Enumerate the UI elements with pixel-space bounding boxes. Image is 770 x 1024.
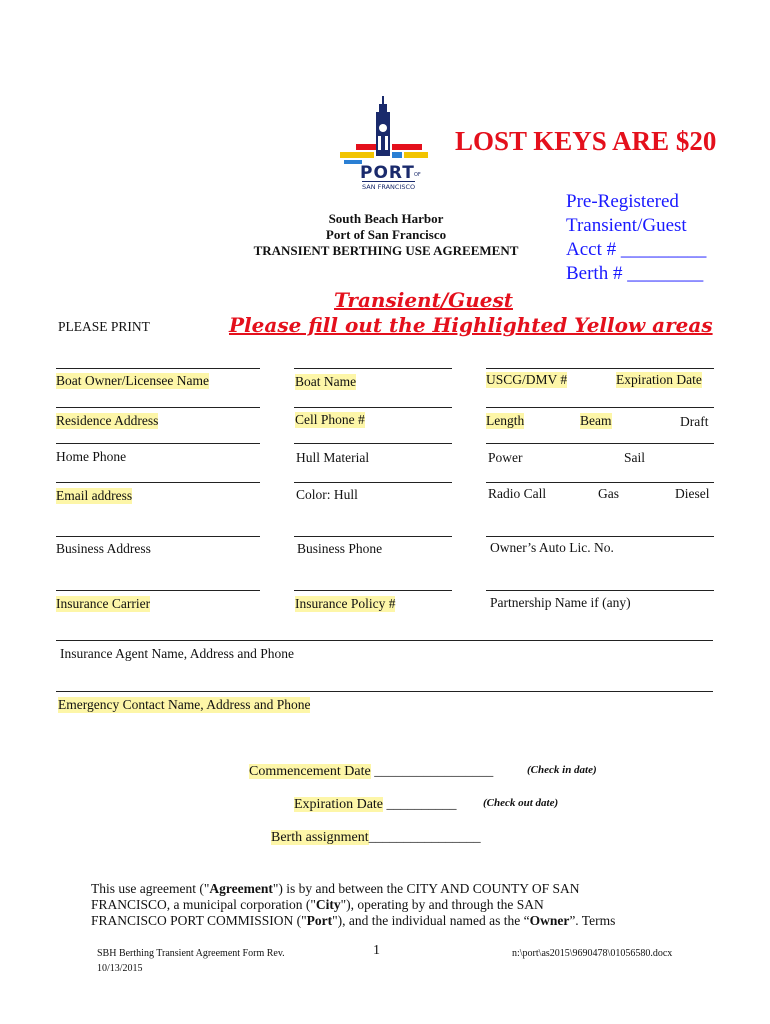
owner-term: Owner [529,913,570,928]
check-in-note: (Check in date) [527,764,597,776]
draft-field[interactable]: Draft [680,414,709,429]
gas-field[interactable]: Gas [598,486,619,501]
expiration-date-label: Expiration Date [294,797,384,812]
commencement-date-label: Commencement Date [249,764,371,779]
logo-city: SAN FRANCISCO [362,183,416,191]
agreement-term: Agreement [209,881,273,896]
footer-file-path: n:\port\as2015\9690478\01056580.docx [512,948,673,959]
diesel-field[interactable]: Diesel [675,486,710,501]
check-out-note: (Check out date) [483,797,559,809]
acct-field[interactable]: Acct # _________ [566,239,707,260]
logo-of: OF [414,172,421,178]
prereg-line-2: Transient/Guest [566,215,687,236]
business-address-field[interactable]: Business Address [56,541,151,556]
city-term: City [315,897,341,912]
lost-keys-banner: LOST KEYS ARE $20 [455,126,717,156]
please-print: PLEASE PRINT [58,319,150,334]
email-field[interactable]: Email address [56,488,133,503]
insurance-agent-field[interactable]: Insurance Agent Name, Address and Phone [60,646,294,661]
header-line-2: Port of San Francisco [325,227,447,242]
power-field[interactable]: Power [488,450,523,465]
beam-field[interactable]: Beam [580,413,612,428]
cell-phone-field[interactable]: Cell Phone # [295,412,365,427]
insurance-policy-field[interactable]: Insurance Policy # [295,596,396,611]
expiration-date-input[interactable]: __________ [386,797,457,812]
prereg-line-1: Pre-Registered [566,191,679,212]
header-line-1: South Beach Harbor [328,211,444,226]
agreement-paragraph: This use agreement ("Agreement") is by and between the CITY AND COUNTY OF SAN FRANCISCO, a municipal corporation ("City"), operating by and through the SAN FRANCISCO PORT COMMISSION ("Port"), and the individual named as the “Owner”. Terms [91,881,616,928]
boat-name-field[interactable]: Boat Name [295,374,357,389]
preregistered-block [566,190,706,286]
footer-form-name: SBH Berthing Transient Agreement Form Rev. [97,948,285,959]
berth-assignment-label: Berth assignment [271,830,369,845]
partnership-field[interactable]: Partnership Name if (any) [490,595,631,610]
port-term: Port [306,913,333,928]
berth-field[interactable]: Berth # ________ [566,263,704,284]
logo-wordmark: PORT [360,163,415,183]
uscg-field[interactable]: USCG/DMV # [486,372,568,387]
notice-title: Transient/Guest [334,288,513,312]
auto-license-field[interactable]: Owner’s Auto Lic. No. [490,540,614,555]
home-phone-field[interactable]: Home Phone [56,449,127,464]
notice-subtitle: Please fill out the Highlighted Yellow areas [229,313,713,337]
berth-assignment-input[interactable]: ________________ [368,830,481,845]
length-field[interactable]: Length [486,413,525,428]
residence-address-field[interactable]: Residence Address [56,413,159,428]
berth-assignment-row [271,830,481,846]
owner-name-field[interactable]: Boat Owner/Licensee Name [56,373,209,388]
commencement-date-row [249,764,493,780]
hull-material-field[interactable]: Hull Material [296,450,370,465]
emergency-contact-field[interactable]: Emergency Contact Name, Address and Phone [58,697,311,712]
document-header [228,211,544,259]
commencement-date-input[interactable]: _________________ [374,764,494,779]
expiration-date-row [294,797,457,813]
sail-field[interactable]: Sail [624,450,646,465]
footer-form-date: 10/13/2015 [97,963,143,974]
insurance-carrier-field[interactable]: Insurance Carrier [56,596,151,611]
color-hull-field[interactable]: Color: Hull [296,487,358,502]
page-number: 1 [373,943,380,958]
radio-call-field[interactable]: Radio Call [488,486,547,501]
header-line-3: TRANSIENT BERTHING USE AGREEMENT [253,243,519,258]
business-phone-field[interactable]: Business Phone [297,541,383,556]
expiration-date-field[interactable]: Expiration Date [616,372,702,387]
